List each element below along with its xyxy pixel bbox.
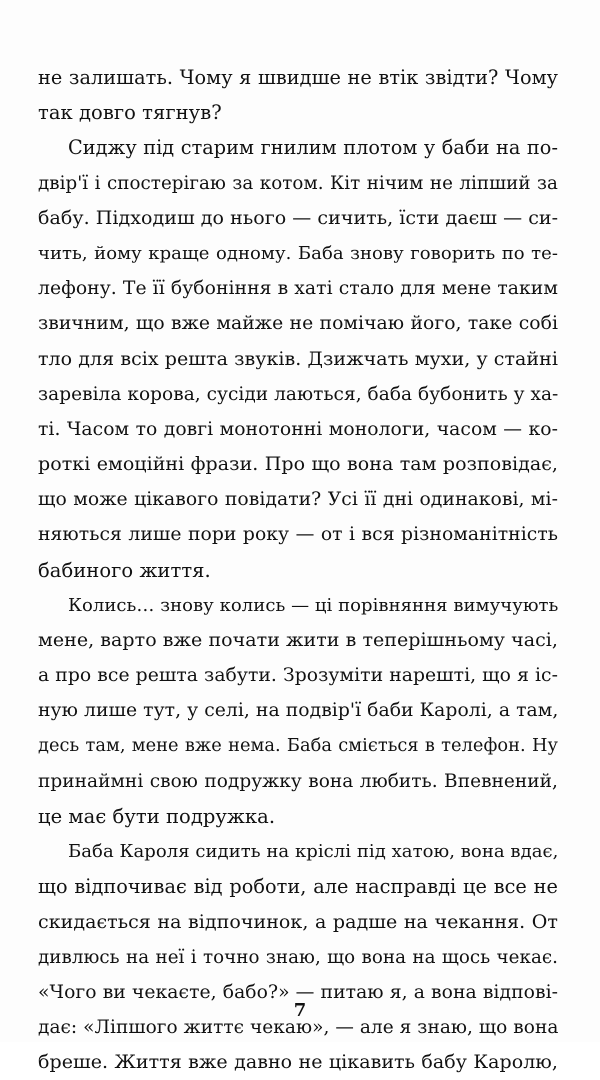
text-line: бабиного життя. xyxy=(38,558,211,582)
text-line: ті. Часом то довгі монотонні монологи, часом — ко- xyxy=(38,418,558,440)
text-line: скидається на відпочинок, а радше на чекання. От xyxy=(38,910,558,933)
text-line: заревіла корова, сусіди лаються, баба бубонить у ха- xyxy=(38,383,559,405)
text-line: мене, варто вже почати жити в теперішньому часі, xyxy=(38,629,559,651)
text-line: тло для всіх решта звуків. Дзижчать мухи, у стайні xyxy=(38,347,558,370)
body-text xyxy=(38,60,558,1080)
text-line: а про все решта забути. Зрозуміти нарешті, що я іс- xyxy=(38,665,558,687)
text-line: що відпочиває від роботи, але насправді це все не xyxy=(38,875,558,899)
text-line: лефону. Те її бубоніння в хаті стало для мене таким xyxy=(38,278,558,300)
text-line: ную лише тут, у селі, на подвір'ї баби Каролі, а там, xyxy=(38,700,559,722)
paragraph-first-line: Колись… знову колись — ці порівняння вимучують xyxy=(68,594,559,616)
text-line: принаймні свою подружку вона любить. Впевнений, xyxy=(38,770,558,792)
text-line: бреше. Життя вже давно не цікавить бабу Каролю, xyxy=(38,1051,558,1074)
paragraph-first-line: Сиджу під старим гнилим плотом у баби на по- xyxy=(68,136,558,160)
text-line: чить, йому краще одному. Баба знову говорить по те- xyxy=(38,242,558,264)
text-line: звичним, що вже майже не помічаю його, таке собі xyxy=(38,313,558,335)
text-line: дивлюсь на неї і точно знаю, що вона на щось чекає. xyxy=(38,946,558,968)
text-line: десь там, мене вже нема. Баба сміється в телефон. Ну xyxy=(38,735,558,756)
page-number: 7 xyxy=(293,1000,307,1021)
text-line: не залишать. Чому я швидше не втік звідти? Чому xyxy=(38,66,558,89)
text-line: роткі емоційні фрази. Про що вона там розповідає, xyxy=(38,453,558,476)
text-line: дає: «Ліпшого життє чекаю», — але я знаю, що вона xyxy=(38,1017,559,1039)
text-line: це має бути подружка. xyxy=(38,804,276,828)
text-line: «Чого ви чекаєте, бабо?» — питаю я, а вона відпові- xyxy=(38,981,558,1003)
text-line: бабу. Підходиш до нього — сичить, їсти даєш — си- xyxy=(38,206,559,229)
paragraph-first-line: Баба Кароля сидить на кріслі під хатою, вона вдає, xyxy=(68,841,559,863)
text-line: так довго тягнув? xyxy=(38,101,222,125)
text-line: що може цікавого повідати? Усі її дні одинакові, мі- xyxy=(38,489,558,511)
text-line: двір'ї і спостерігаю за котом. Кіт нічим не ліпший за xyxy=(38,172,558,194)
text-line: няються лише пори року — от і вся різноманітність xyxy=(38,524,558,546)
